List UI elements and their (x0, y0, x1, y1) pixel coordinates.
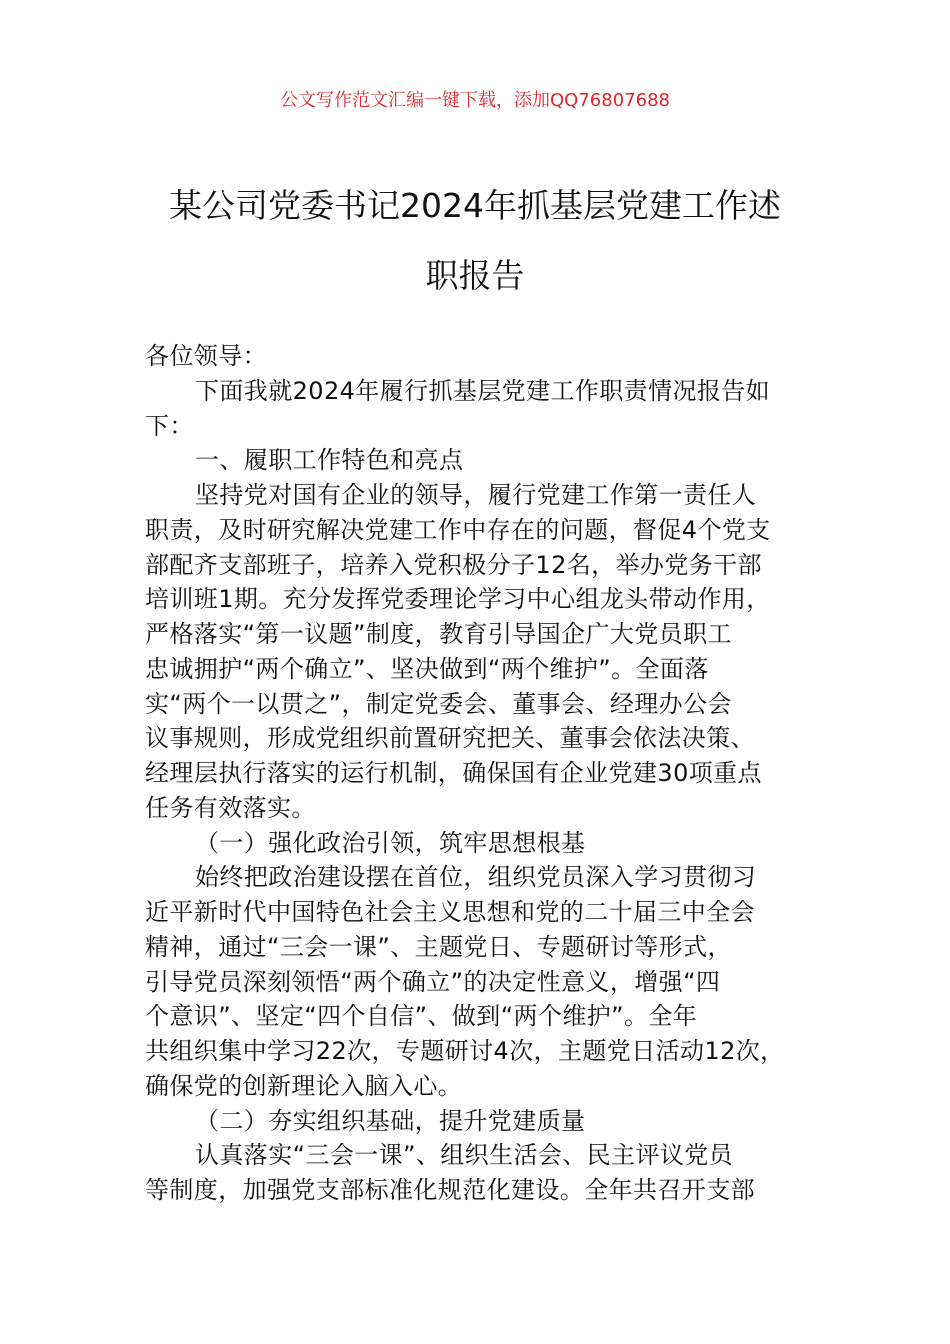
text-line: 经理层执行落实的运行机制，确保国有企业党建30项重点 (145, 759, 762, 787)
text-line: 坚持党对国有企业的领导，履行党建工作第一责任人 (195, 481, 757, 509)
text-line: 近平新时代中国特色社会主义思想和党的二十届三中全会 (145, 898, 755, 926)
text-line: （一）强化政治引领，筑牢思想根基 (195, 828, 586, 857)
text-line: 各位领导： (145, 342, 267, 370)
text-line: 下： (145, 411, 194, 440)
text-line: 个意识”、坚定“四个自信”、做到“两个维护”。全年 (145, 1002, 698, 1031)
text-line: 职责，及时研究解决党建工作中存在的问题，督促4个党支 (145, 515, 771, 544)
text-line: 等制度，加强党支部标准化规范化建设。全年共召开支部 (145, 1176, 755, 1204)
text-line: 部配齐支部班子，培养入党积极分子12名，举办党务干部 (145, 550, 762, 579)
document-body (145, 339, 845, 1208)
text-line: 一、履职工作特色和亮点 (195, 446, 464, 475)
text-line: 共组织集中学习22次，专题研讨4次，主题党日活动12次， (145, 1037, 785, 1065)
document-title-line-1: 某公司党委书记2024年抓基层党建工作述 (169, 186, 781, 225)
text-line: 培训班1期。充分发挥党委理论学习中心组龙头带动作用， (145, 585, 771, 614)
document-title-line-2: 职报告 (425, 256, 525, 295)
text-line: 确保党的创新理论入脑入心。 (145, 1071, 463, 1100)
text-line: 议事规则，形成党组织前置研究把关、董事会依法决策、 (145, 724, 755, 753)
text-line: 引导党员深刻领悟“两个确立”的决定性意义，增强“四 (145, 967, 721, 996)
text-line: 任务有效落实。 (145, 793, 316, 822)
text-line: （二）夯实组织基础，提升党建质量 (195, 1106, 586, 1135)
text-line: 下面我就2024年履行抓基层党建工作职责情况报告如 (195, 376, 771, 405)
text-line: 精神，通过“三会一课”、主题党日、专题研讨等形式， (145, 932, 732, 961)
download-banner-text: 公文写作范文汇编一键下载，添加QQ76807688 (280, 90, 670, 111)
text-line: 忠诚拥护“两个确立”、坚决做到“两个维护”。全面落 (145, 654, 709, 683)
text-line: 认真落实“三会一课”、组织生活会、民主评议党员 (195, 1141, 734, 1170)
text-line: 实“两个一以贯之”，制定党委会、董事会、经理办公会 (145, 689, 732, 718)
text-line: 始终把政治建设摆在首位，组织党员深入学习贯彻习 (195, 863, 757, 892)
text-line: 严格落实“第一议题”制度，教育引导国企广大党员职工 (145, 620, 732, 648)
